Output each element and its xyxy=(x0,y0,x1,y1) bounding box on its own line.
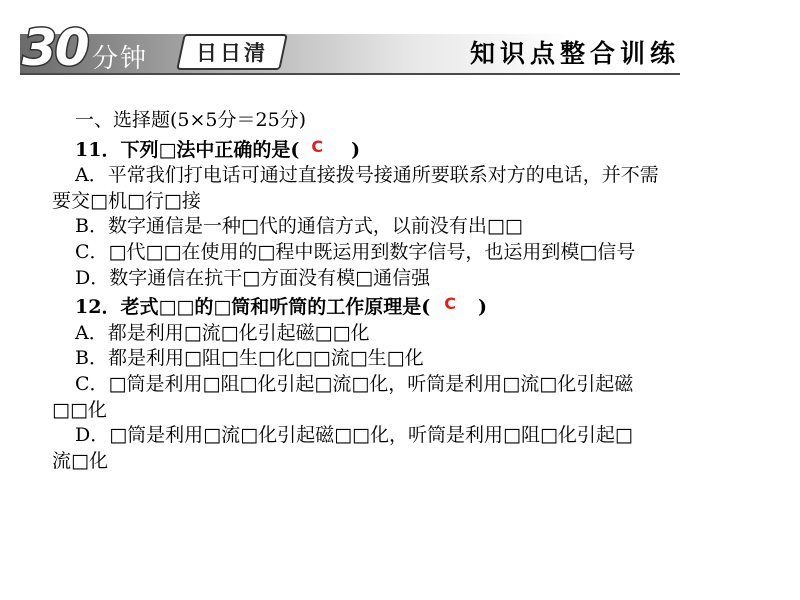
minutes-number: 30 xyxy=(22,19,88,77)
daily-badge xyxy=(176,34,288,70)
question-12-option-a: A．都是利用□流□化引起磁□□化 xyxy=(75,321,370,344)
minutes-label: 分钟 xyxy=(92,44,149,74)
question-11-answer: C xyxy=(311,136,324,156)
question-12-answer: C xyxy=(444,294,457,314)
question-11-stem xyxy=(52,134,752,164)
section-title: 知识点整合训练 xyxy=(470,39,681,68)
question-12-option-b: B．都是利用□阻□生□化□□流□生□化 xyxy=(75,347,424,370)
question-12-option-c-line-1: C．□筒是利用□阻□化引起□流□化，听筒是利用□流□化引起磁 xyxy=(75,372,634,395)
question-12-option-c-line-2: □□化 xyxy=(52,398,107,421)
question-11-option-d: D．数字通信在抗干□方面没有模□通信强 xyxy=(75,266,431,289)
question-12-text: 12．老式□□的□筒和听筒的工作原理是( xyxy=(75,296,431,319)
question-12-stem xyxy=(52,291,752,321)
question-11-close: ) xyxy=(351,138,361,161)
question-11-option-c: C．□代□□在使用的□程中既运用到数字信号，也运用到模□信号 xyxy=(75,240,636,263)
question-11-option-b: B．数字通信是一种□代的通信方式，以前没有出□□ xyxy=(75,215,523,238)
daily-badge-text: 日日清 xyxy=(196,41,268,65)
question-11-option-a-line-1: A．平常我们打电话可通过直接拨号接通所要联系对方的电话，并不需 xyxy=(75,164,659,187)
question-12-close: ) xyxy=(478,296,488,319)
question-content xyxy=(52,108,752,474)
question-11-text: 11．下列□法中正确的是( xyxy=(75,138,300,161)
question-11-option-a-line-2: 要交□机□行□接 xyxy=(52,189,201,212)
header-banner xyxy=(0,0,800,90)
question-12-option-d-line-1: D．□筒是利用□流□化引起磁□□化，听筒是利用□阻□化引起□ xyxy=(75,424,633,447)
question-12-option-d-line-2: 流□化 xyxy=(52,449,108,472)
section-heading: 一、选择题(5×5分＝25分) xyxy=(75,109,307,131)
